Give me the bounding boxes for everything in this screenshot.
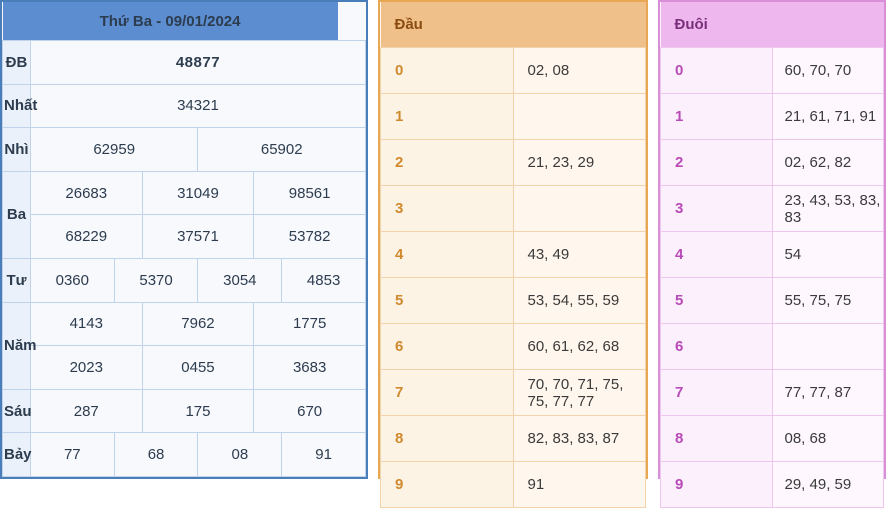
dau-values: 43, 49	[513, 232, 646, 278]
duoi-key: 9	[661, 462, 773, 508]
dau-table	[378, 0, 648, 493]
dau-key: 2	[381, 140, 514, 186]
duoi-values: 55, 75, 75	[772, 278, 884, 324]
prize-number: 08	[198, 433, 282, 477]
table-row	[661, 94, 884, 140]
dau-header-row	[381, 2, 646, 48]
prize-number: 53782	[254, 215, 366, 259]
prize-number: 65902	[198, 128, 366, 172]
table-row	[381, 186, 646, 232]
duoi-key: 7	[661, 370, 773, 416]
prize-number: 34321	[30, 84, 365, 128]
prize-number: 48877	[30, 41, 365, 85]
dau-title: Đầu	[381, 2, 646, 48]
prize-number: 91	[282, 433, 366, 477]
dau-key: 7	[381, 370, 514, 416]
dau-values: 82, 83, 83, 87	[513, 416, 646, 462]
dau-values: 70, 70, 71, 75, 75, 77, 77	[513, 370, 646, 416]
table-row	[3, 171, 366, 215]
table-row	[3, 433, 366, 477]
prize-number: 5370	[114, 258, 198, 302]
prize-number: 3683	[254, 346, 366, 390]
duoi-values: 77, 77, 87	[772, 370, 884, 416]
table-row	[381, 462, 646, 508]
prize-number: 37571	[142, 215, 254, 259]
prize-label-nhi: Nhì	[3, 128, 31, 172]
table-row	[661, 186, 884, 232]
dau-key: 3	[381, 186, 514, 232]
duoi-key: 0	[661, 48, 773, 94]
duoi-values: 29, 49, 59	[772, 462, 884, 508]
duoi-key: 6	[661, 324, 773, 370]
dau-values	[513, 94, 646, 140]
table-row	[381, 232, 646, 278]
duoi-values: 60, 70, 70	[772, 48, 884, 94]
prize-number: 68229	[30, 215, 142, 259]
prize-number: 670	[254, 389, 366, 433]
table-row	[3, 258, 366, 302]
duoi-values: 08, 68	[772, 416, 884, 462]
duoi-values: 23, 43, 53, 83, 83	[772, 186, 884, 232]
dau-values: 91	[513, 462, 646, 508]
prize-number: 62959	[30, 128, 198, 172]
dau-values: 21, 23, 29	[513, 140, 646, 186]
duoi-key: 4	[661, 232, 773, 278]
prize-number: 98561	[254, 171, 366, 215]
table-row	[3, 302, 366, 346]
dau-key: 0	[381, 48, 514, 94]
main-result-table	[0, 0, 368, 479]
duoi-key: 2	[661, 140, 773, 186]
prize-label-db: ĐB	[3, 41, 31, 85]
table-row	[661, 462, 884, 508]
table-row	[381, 324, 646, 370]
main-header-row	[3, 2, 366, 41]
dau-values: 60, 61, 62, 68	[513, 324, 646, 370]
table-row	[3, 389, 366, 433]
prize-label-ba: Ba	[3, 171, 31, 258]
dau-key: 9	[381, 462, 514, 508]
prize-number: 175	[142, 389, 254, 433]
table-row	[661, 370, 884, 416]
prize-number: 4853	[282, 258, 366, 302]
prize-label-sau: Sáu	[3, 389, 31, 433]
dau-values: 53, 54, 55, 59	[513, 278, 646, 324]
prize-number: 1775	[254, 302, 366, 346]
table-row	[3, 346, 366, 390]
prize-label-nhat: Nhất	[3, 84, 31, 128]
duoi-table	[658, 0, 886, 493]
table-row	[381, 48, 646, 94]
prize-number: 0360	[30, 258, 114, 302]
prize-number: 3054	[198, 258, 282, 302]
prize-label-nam: Năm	[3, 302, 31, 389]
dau-key: 5	[381, 278, 514, 324]
table-row	[661, 416, 884, 462]
prize-number: 68	[114, 433, 198, 477]
result-date-title: Thứ Ba - 09/01/2024	[3, 2, 338, 41]
table-row	[661, 324, 884, 370]
duoi-values: 21, 61, 71, 91	[772, 94, 884, 140]
table-row	[661, 278, 884, 324]
prize-number: 77	[30, 433, 114, 477]
table-row	[381, 94, 646, 140]
duoi-key: 8	[661, 416, 773, 462]
table-row	[381, 416, 646, 462]
table-row	[3, 41, 366, 85]
prize-number: 7962	[142, 302, 254, 346]
dau-key: 1	[381, 94, 514, 140]
prize-number: 2023	[30, 346, 142, 390]
table-row	[3, 84, 366, 128]
prize-number: 4143	[30, 302, 142, 346]
table-row	[661, 232, 884, 278]
duoi-header-row	[661, 2, 884, 48]
table-row	[381, 140, 646, 186]
table-row	[661, 48, 884, 94]
prize-label-tu: Tư	[3, 258, 31, 302]
dau-values	[513, 186, 646, 232]
duoi-values: 54	[772, 232, 884, 278]
table-row	[3, 128, 366, 172]
prize-number: 31049	[142, 171, 254, 215]
dau-key: 4	[381, 232, 514, 278]
dau-values: 02, 08	[513, 48, 646, 94]
table-row	[381, 370, 646, 416]
prize-number: 26683	[30, 171, 142, 215]
duoi-values	[772, 324, 884, 370]
table-row	[661, 140, 884, 186]
duoi-key: 3	[661, 186, 773, 232]
prize-number: 0455	[142, 346, 254, 390]
table-row	[381, 278, 646, 324]
duoi-key: 5	[661, 278, 773, 324]
duoi-title: Đuôi	[661, 2, 884, 48]
table-row	[3, 215, 366, 259]
duoi-key: 1	[661, 94, 773, 140]
duoi-values: 02, 62, 82	[772, 140, 884, 186]
prize-label-bay: Bảy	[3, 433, 31, 477]
dau-key: 8	[381, 416, 514, 462]
prize-number: 287	[30, 389, 142, 433]
dau-key: 6	[381, 324, 514, 370]
